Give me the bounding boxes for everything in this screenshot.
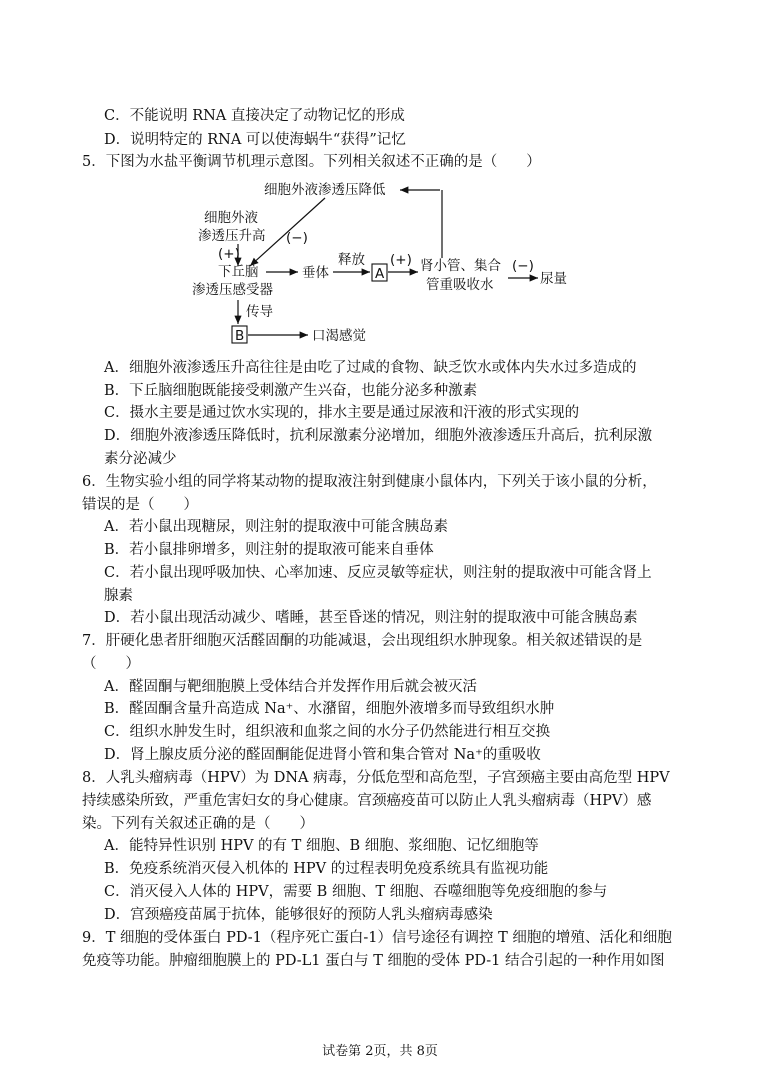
q8-option-d: D．宫颈癌疫苗属于抗体，能够很好的预防人乳头瘤病毒感染 bbox=[104, 907, 493, 923]
q8-stem-3: 染。下列有关叙述正确的是（ ） bbox=[82, 816, 314, 832]
diagram-plus-2: (+) bbox=[390, 252, 412, 268]
water-salt-balance-diagram bbox=[190, 178, 590, 350]
diagram-box-b: B bbox=[235, 328, 245, 344]
q4-option-c: C．不能说明 RNA 直接决定了动物记忆的形成 bbox=[104, 108, 405, 124]
q6-option-c-2: 腺素 bbox=[104, 588, 133, 604]
diagram-minus-2: (−) bbox=[512, 258, 534, 274]
q5-option-c: C．摄水主要是通过饮水实现的，排水主要是通过尿液和汗液的形式实现的 bbox=[104, 405, 580, 421]
q6-stem-2: 错误的是（ ） bbox=[82, 497, 198, 513]
diagram-conduct: 传导 bbox=[246, 304, 273, 320]
q4-option-d: D．说明特定的 RNA 可以使海蜗牛“获得”记忆 bbox=[104, 132, 406, 148]
q8-option-c: C．消灭侵入人体的 HPV，需要 B 细胞、T 细胞、吞噬细胞等免疫细胞的参与 bbox=[104, 884, 608, 900]
page-footer: 试卷第 2页，共 8页 bbox=[322, 1044, 438, 1059]
q7-option-c: C．组织水肿发生时，组织液和血浆之间的水分子仍然能进行相互交换 bbox=[104, 724, 551, 740]
q8-option-b: B．免疫系统消灭侵入机体的 HPV 的过程表明免疫系统具有监视功能 bbox=[104, 861, 549, 877]
q7-option-b: B．醛固酮含量升高造成 Na⁺、水潴留，细胞外液增多而导致组织水肿 bbox=[104, 701, 555, 717]
q5-option-d-2: 素分泌减少 bbox=[104, 451, 177, 467]
q9-stem-2: 免疫等功能。肿瘤细胞膜上的 PD-L1 蛋白与 T 细胞的受体 PD-1 结合引起的一种作用如图 bbox=[82, 953, 665, 969]
diagram-left-label-2: 渗透压升高 bbox=[198, 228, 266, 244]
q7-stem-2: （ ） bbox=[82, 656, 140, 672]
q6-option-a: A．若小鼠出现糖尿，则注射的提取液中可能含胰岛素 bbox=[104, 519, 448, 535]
q5-option-a: A．细胞外液渗透压升高往往是由吃了过咸的食物、缺乏饮水或体内失水过多造成的 bbox=[104, 360, 637, 376]
q8-option-a: A．能特异性识别 HPV 的有 T 细胞、B 细胞、浆细胞、记忆细胞等 bbox=[104, 838, 539, 854]
q7-option-d: D．肾上腺皮质分泌的醛固酮能促进肾小管和集合管对 Na⁺的重吸收 bbox=[104, 747, 541, 763]
q8-stem-2: 持续感染所致，严重危害妇女的身心健康。宫颈癌疫苗可以防止人乳头瘤病毒（HPV）感 bbox=[82, 793, 652, 809]
diagram-hypothalamus-2: 渗透压感受器 bbox=[192, 282, 273, 298]
diagram-top-label: 细胞外液渗透压降低 bbox=[264, 182, 386, 198]
q5-option-d-1: D．细胞外液渗透压降低时，抗利尿激素分泌增加，细胞外液渗透压升高后，抗利尿激 bbox=[104, 428, 653, 444]
diagram-box-a: A bbox=[375, 266, 385, 282]
q5-stem: 5．下图为水盐平衡调节机理示意图。下列相关叙述不正确的是（ ） bbox=[82, 154, 541, 170]
diagram-urine: 尿量 bbox=[540, 271, 567, 287]
diagram-kidney-2: 管重吸收水 bbox=[426, 277, 494, 293]
diagram-minus-1: (−) bbox=[286, 230, 308, 246]
diagram-hypothalamus-1: 下丘脑 bbox=[218, 264, 259, 280]
q6-option-c-1: C．若小鼠出现呼吸加快、心率加速、反应灵敏等症状，则注射的提取液中可能含肾上 bbox=[104, 565, 652, 581]
diagram-kidney-1: 肾小管、集合 bbox=[420, 258, 501, 274]
q7-stem-1: 7．肝硬化患者肝细胞灭活醛固酮的功能减退，会出现组织水肿现象。相关叙述错误的是 bbox=[82, 633, 643, 649]
q6-option-b: B．若小鼠排卵增多，则注射的提取液可能来自垂体 bbox=[104, 542, 434, 558]
diagram-thirst: 口渴感觉 bbox=[312, 328, 366, 344]
q9-stem-1: 9．T 细胞的受体蛋白 PD-1（程序死亡蛋白-1）信号途径有调控 T 细胞的增殖、活化和细胞 bbox=[82, 930, 672, 946]
q5-option-b: B．下丘脑细胞既能接受刺激产生兴奋，也能分泌多种激素 bbox=[104, 383, 478, 399]
diagram-release: 释放 bbox=[338, 252, 365, 268]
q6-stem-1: 6．生物实验小组的同学将某动物的提取液注射到健康小鼠体内，下列关于该小鼠的分析， bbox=[82, 474, 657, 490]
diagram-plus-1: (+) bbox=[218, 246, 240, 262]
q6-option-d: D．若小鼠出现活动减少、嗜睡，甚至昏迷的情况，则注射的提取液中可能含胰岛素 bbox=[104, 610, 638, 626]
q7-option-a: A．醛固酮与靶细胞膜上受体结合并发挥作用后就会被灭活 bbox=[104, 679, 477, 695]
q8-stem-1: 8．人乳头瘤病毒（HPV）为 DNA 病毒，分低危型和高危型，子宫颈癌主要由高危型 HPV bbox=[82, 770, 670, 786]
diagram-left-label-1: 细胞外液 bbox=[204, 210, 258, 226]
diagram-pituitary: 垂体 bbox=[302, 265, 329, 281]
